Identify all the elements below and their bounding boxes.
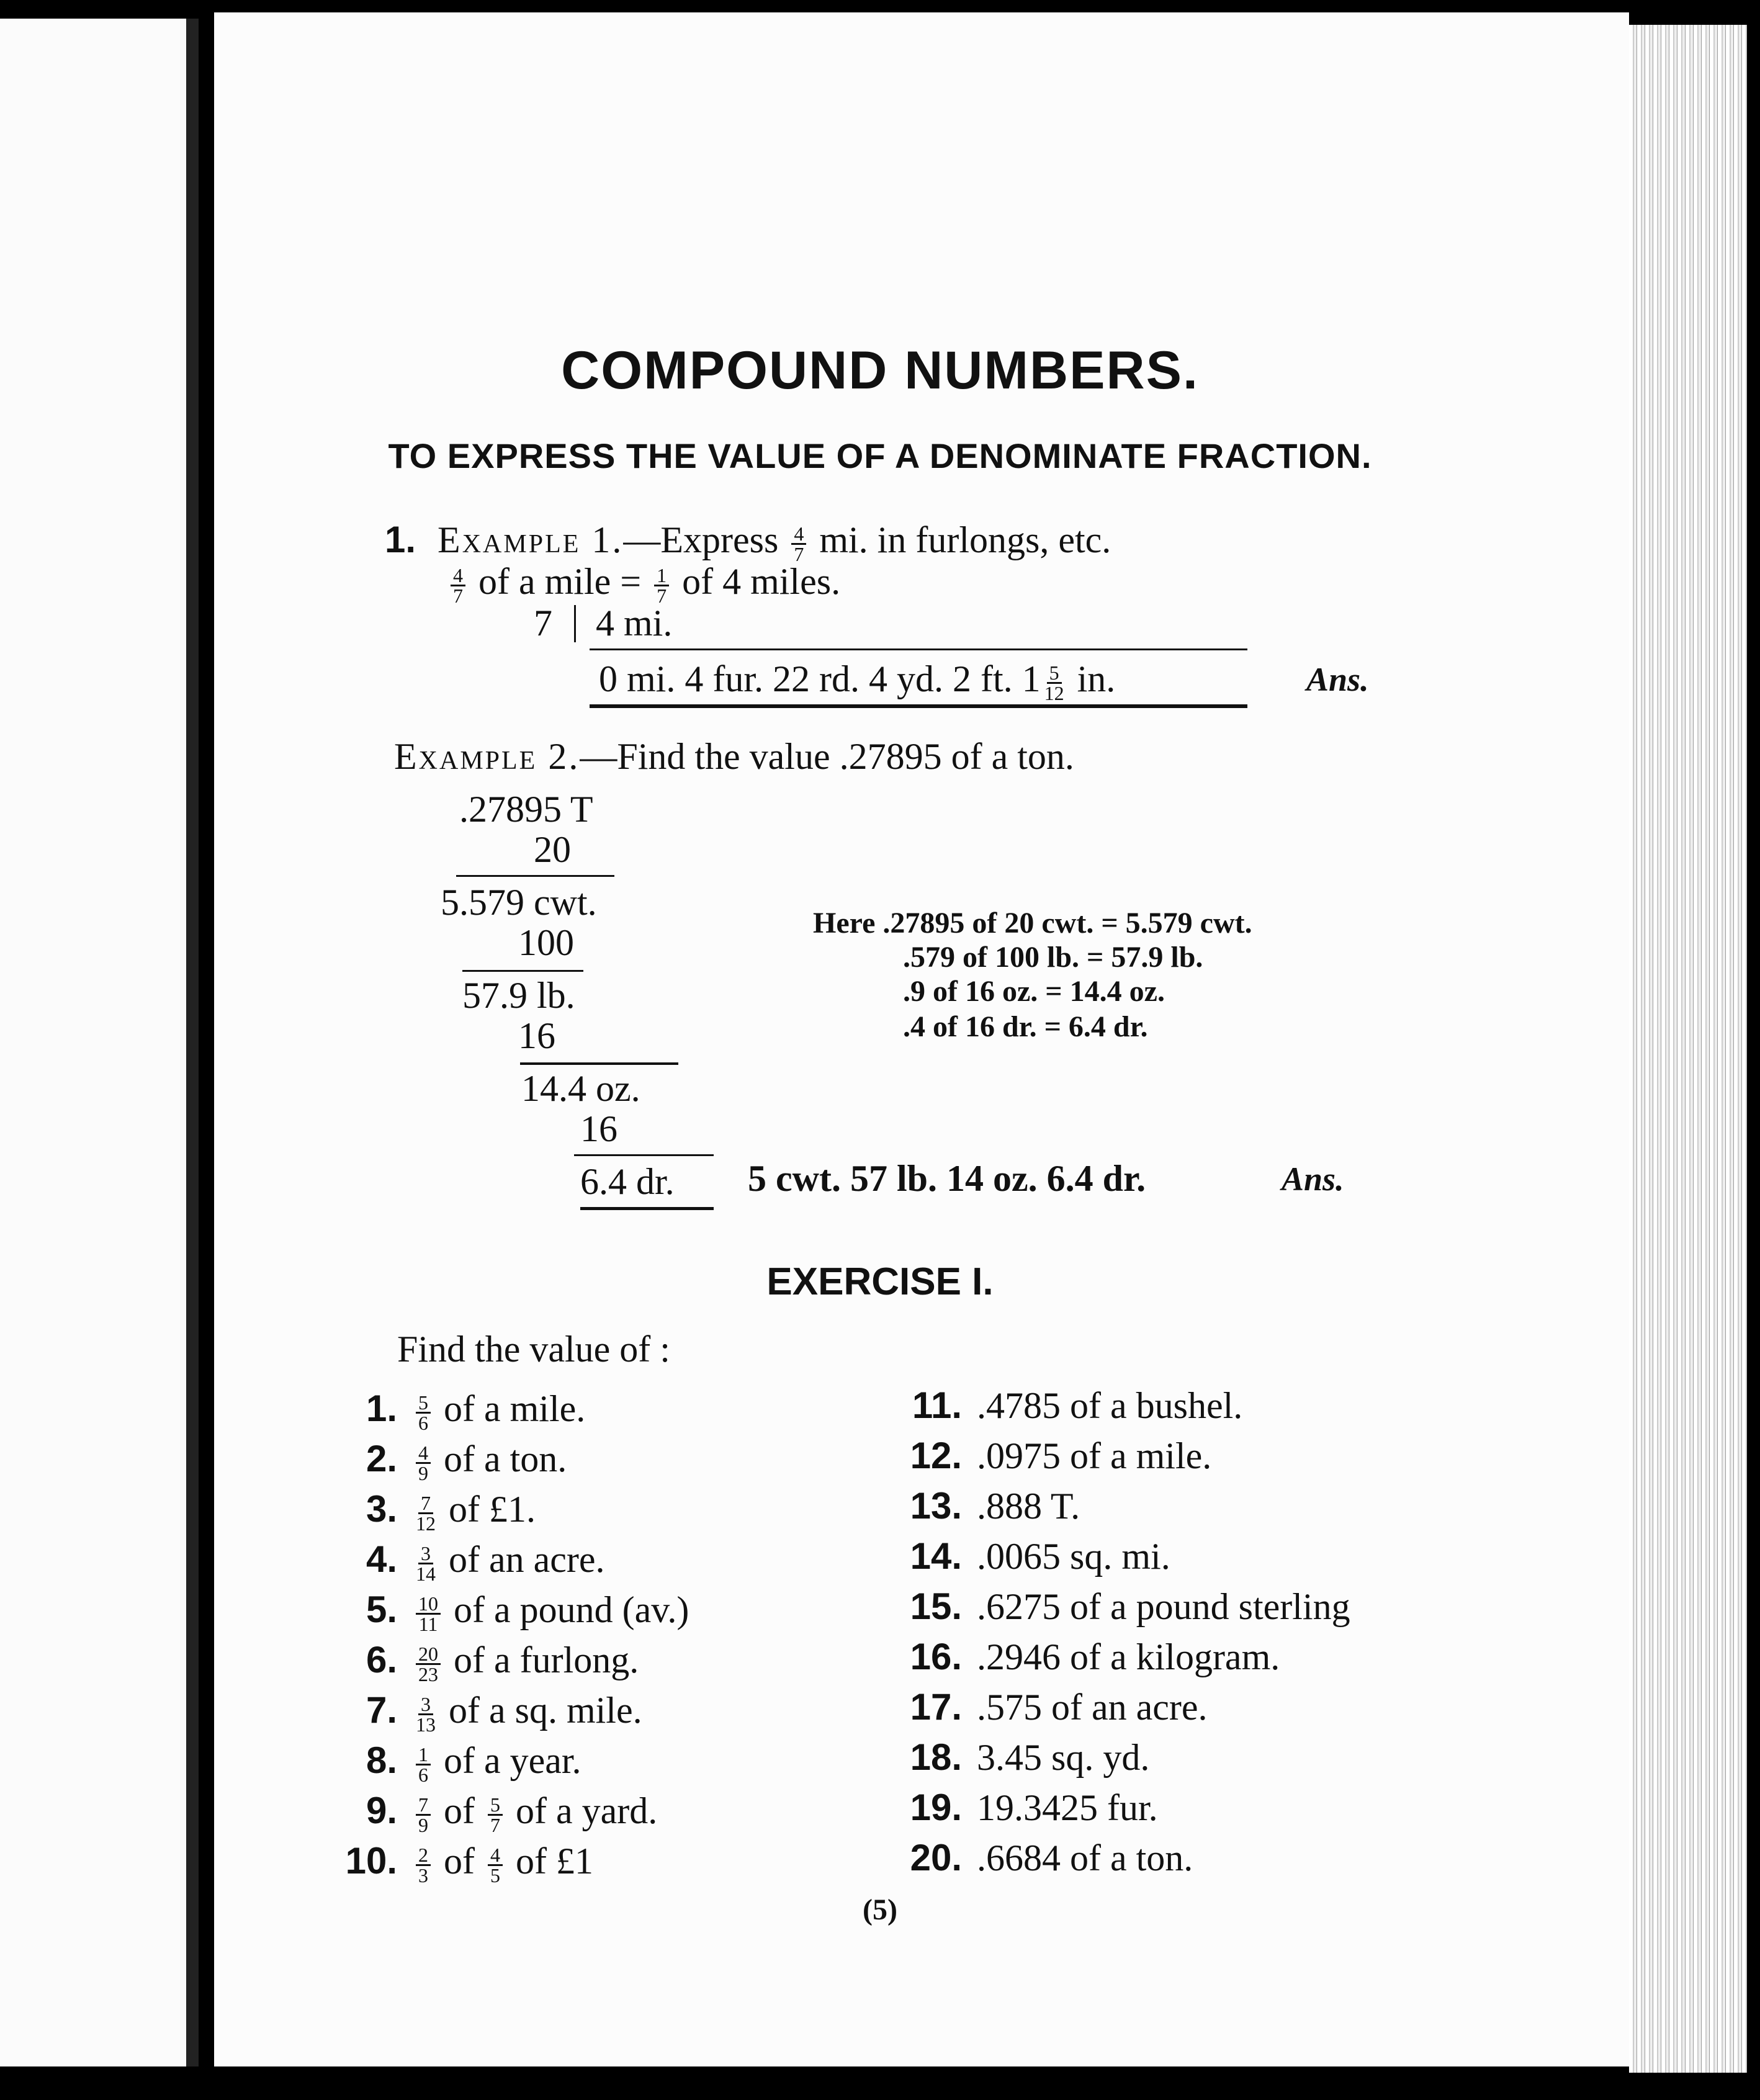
example1-fraction: $\frac{4}{7}$ [791, 524, 806, 563]
example1-ans: Ans. [1306, 661, 1369, 698]
example2-step-4: 100 [518, 922, 574, 963]
exercise-prompt: Find the value of : [397, 1329, 670, 1370]
exercise-item-18: 18. 3.45 sq. yd. [910, 1736, 1150, 1778]
example1-rule-top [590, 648, 1247, 650]
example2-rule-5 [580, 1207, 714, 1210]
example2-rule-3 [520, 1062, 678, 1065]
page-edges [1629, 25, 1747, 2073]
example2-ans: Ans. [1282, 1160, 1344, 1198]
example2-step-1: .27895 T [459, 789, 593, 830]
example1-line2-fraction: $\frac{4}{7}$ [451, 566, 465, 605]
exercise-item-11: 11. .4785 of a bushel. [912, 1384, 1243, 1426]
example1-result [599, 658, 1115, 702]
exercise-item-16: 16. .2946 of a kilogram. [910, 1636, 1280, 1677]
example2-step-5: 57.9 lb. [462, 975, 575, 1016]
page-number: (5) [863, 1893, 897, 1926]
exercise-item-15: 15. .6275 of a pound sterling [910, 1586, 1350, 1627]
example1-number: 1. [385, 519, 416, 560]
example1-text-b: mi. in furlongs, etc. [819, 519, 1111, 560]
example2-note-2: .579 of 100 lb. = 57.9 lb. [903, 941, 1203, 974]
section-subtitle: TO EXPRESS THE VALUE OF A DENOMINATE FRACTION. [388, 436, 1372, 475]
exercise-item-6: 6. $\frac{20}{23}$ of a furlong. [366, 1639, 639, 1685]
example2-step-6: 16 [518, 1015, 555, 1056]
example2-rule-4 [574, 1154, 714, 1156]
example2-step-9: 6.4 dr. [580, 1161, 675, 1202]
example2-answer: 5 cwt. 57 lb. 14 oz. 6.4 dr. [748, 1158, 1146, 1199]
example2-step-8: 16 [580, 1108, 617, 1149]
exercise-item-7: 7. $\frac{3}{13}$ of a sq. mile. [366, 1689, 642, 1736]
left-page-margin [0, 19, 199, 2066]
example2-heading: Example 2. [394, 736, 580, 777]
example2-rule-2 [462, 970, 583, 972]
page-title: COMPOUND NUMBERS. [561, 341, 1199, 400]
example2-rule-1 [456, 875, 614, 877]
example2-line [394, 735, 1074, 778]
example1-line2 [447, 560, 840, 605]
example1-line2-a: of a mile = [478, 561, 642, 602]
exercise-item-4: 4. $\frac{3}{14}$ of an acre. [366, 1538, 605, 1585]
exercise-heading: EXERCISE I. [766, 1260, 994, 1303]
example2-note-3: .9 of 16 oz. = 14.4 oz. [903, 975, 1165, 1008]
example1-heading: Example 1. [438, 519, 624, 560]
example1-result-b: in. [1077, 658, 1116, 699]
example1-result-a: 0 mi. 4 fur. 22 rd. 4 yd. 2 ft. 1 [599, 658, 1041, 699]
example2-step-2: 20 [534, 829, 571, 870]
exercise-item-10: 10. $\frac{2}{3}$ of $\frac{4}{5}$ of £1 [345, 1840, 593, 1887]
example2-note-1: Here .27895 of 20 cwt. = 5.579 cwt. [813, 907, 1252, 940]
exercise-item-9: 9. $\frac{7}{9}$ of $\frac{5}{7}$ of a yard. [366, 1790, 658, 1836]
example1-line1 [385, 518, 1111, 563]
example1-rule-bottom [590, 704, 1247, 708]
example2-note-4: .4 of 16 dr. = 6.4 dr. [903, 1010, 1148, 1043]
exercise-item-3: 3. $\frac{7}{12}$ of £1. [366, 1488, 536, 1535]
example1-line2-fraction2: $\frac{1}{7}$ [654, 566, 669, 605]
example1-result-fraction: $\frac{5}{12}$ [1044, 661, 1064, 704]
exercise-item-19: 19. 19.3425 fur. [910, 1787, 1158, 1828]
example1-dividend: 4 mi. [596, 603, 673, 644]
exercise-item-20: 20. .6684 of a ton. [910, 1837, 1193, 1878]
example1-divisor: 7 [534, 603, 552, 644]
example1-line2-b: of 4 miles. [682, 561, 841, 602]
division-bar [574, 605, 576, 642]
exercise-item-2: 2. $\frac{4}{9}$ of a ton. [366, 1438, 567, 1484]
example1-text-a: —Express [623, 519, 779, 560]
example2-step-7: 14.4 oz. [521, 1068, 640, 1109]
exercise-item-17: 17. .575 of an acre. [910, 1686, 1208, 1728]
example2-step-3: 5.579 cwt. [441, 882, 597, 923]
exercise-item-8: 8. $\frac{1}{6}$ of a year. [366, 1739, 581, 1786]
example2-text: —Find the value .27895 of a ton. [580, 736, 1074, 777]
exercise-item-5: 5. $\frac{10}{11}$ of a pound (av.) [366, 1589, 689, 1635]
exercise-item-14: 14. .0065 sq. mi. [910, 1535, 1170, 1577]
exercise-item-1: 1. $\frac{5}{6}$ of a mile. [366, 1388, 586, 1434]
exercise-item-13: 13. .888 T. [910, 1485, 1080, 1527]
exercise-item-12: 12. .0975 of a mile. [910, 1435, 1212, 1476]
